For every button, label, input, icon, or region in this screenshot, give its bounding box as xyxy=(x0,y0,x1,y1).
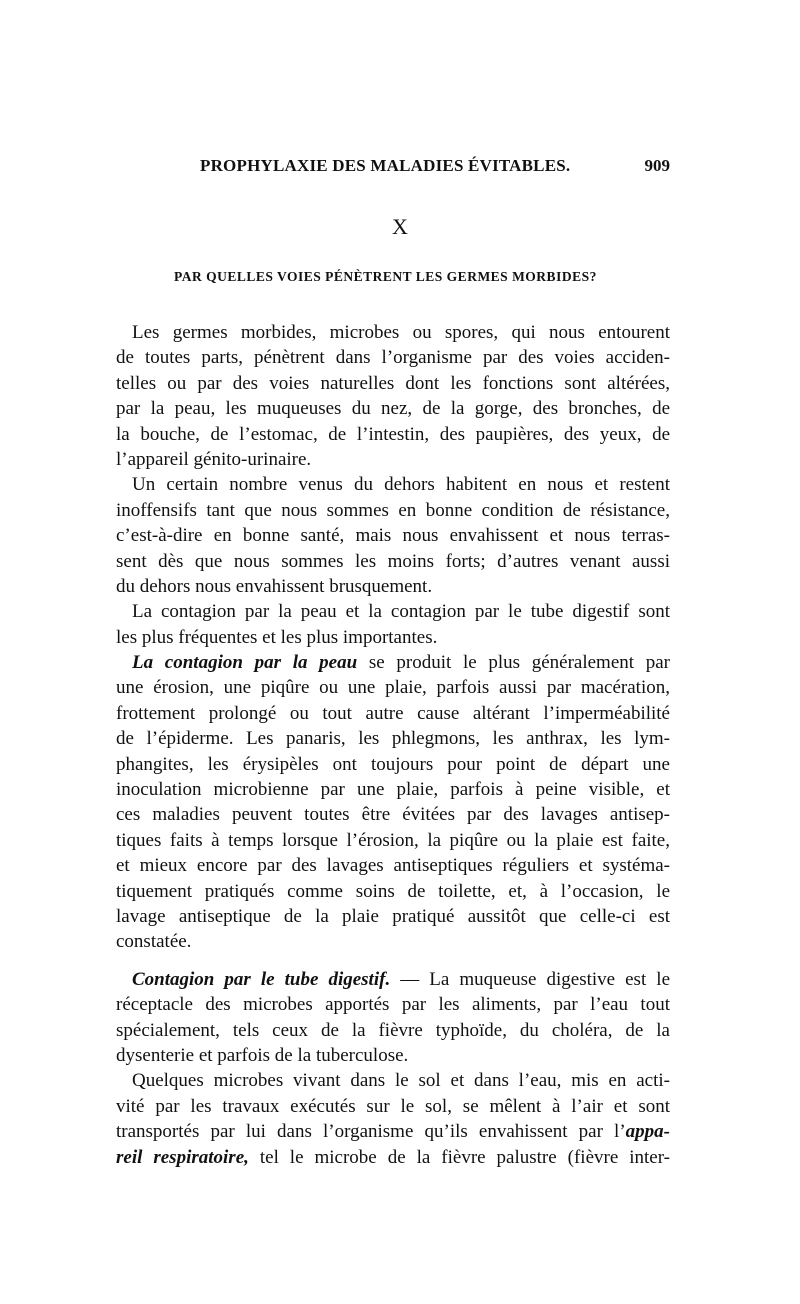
text-line: constatée. xyxy=(116,931,192,953)
lead-rest: — La muqueuse digestive est le xyxy=(390,968,670,990)
text-line: c’est-à-dire en bonne santé, mais nous envahissent et nous terras- xyxy=(116,525,670,547)
text-line: telles ou par des voies naturelles dont les fonctions sont altérées, xyxy=(116,372,670,394)
page-number: 909 xyxy=(644,156,670,175)
section-title: PAR QUELLES VOIES PÉNÈTRENT LES GERMES MORBIDES? xyxy=(174,269,597,284)
text-line: phangites, les érysipèles ont toujours pour point de départ une xyxy=(116,753,670,775)
text-line xyxy=(116,967,670,992)
text-line: réceptacle des microbes apportés par les aliments, par l’eau tout xyxy=(116,994,670,1016)
text-line: inoculation microbienne par une plaie, parfois à peine visible, et xyxy=(116,779,670,801)
text-line: Un certain nombre venus du dehors habitent en nous et restent xyxy=(132,474,670,496)
text-line: La contagion par la peau et la contagion par le tube digestif sont xyxy=(132,601,670,623)
italic-term: appa- xyxy=(625,1121,670,1143)
text-line: la bouche, de l’estomac, de l’intestin, des paupières, des yeux, de xyxy=(116,423,670,445)
paragraph-gap xyxy=(116,955,670,967)
text-line: de toutes parts, pénètrent dans l’organisme par des voies acciden- xyxy=(116,347,670,369)
line-start: transportés par lui dans l’organisme qu’ils envahissent par l’ xyxy=(116,1121,626,1143)
text-line: et mieux encore par des lavages antiseptiques réguliers et systéma- xyxy=(116,855,670,877)
text-line: spécialement, tels ceux de la fièvre typhoïde, du choléra, de la xyxy=(116,1019,670,1041)
text-line: tiques faits à temps lorsque l’érosion, la piqûre ou la plaie est faite, xyxy=(116,829,670,851)
text-line: une érosion, une piqûre ou une plaie, parfois aussi par macération, xyxy=(116,677,670,699)
text-line: Quelques microbes vivant dans le sol et dans l’eau, mis en acti- xyxy=(132,1070,670,1092)
line-rest: tel le microbe de la fièvre palustre (fièvre inter- xyxy=(248,1146,670,1168)
text-line xyxy=(116,1119,670,1144)
text-line: les plus fréquentes et les plus importantes. xyxy=(116,626,438,648)
italic-lead: La contagion par la peau xyxy=(132,652,358,674)
text-line: par la peau, les muqueuses du nez, de la gorge, des bronches, de xyxy=(116,398,670,420)
text-line xyxy=(116,650,670,675)
text-line: sent dès que nous sommes les moins forts; d’autres venant aussi xyxy=(116,550,670,572)
text-line: lavage antiseptique de la plaie pratiqué aussitôt que celle-ci est xyxy=(116,905,670,927)
text-line: Les germes morbides, microbes ou spores, qui nous entourent xyxy=(132,322,670,343)
text-line: ces maladies peuvent toutes être évitées par des lavages antisep- xyxy=(116,804,670,826)
text-line: tiquement pratiqués comme soins de toilette, et, à l’occasion, le xyxy=(116,880,670,902)
italic-lead: Contagion par le tube digestif. xyxy=(132,968,391,990)
text-line: l’appareil génito-urinaire. xyxy=(116,448,312,470)
text-line: inoffensifs tant que nous sommes en bonne condition de résistance, xyxy=(116,499,670,521)
text-line: du dehors nous envahissent brusquement. xyxy=(116,575,433,597)
italic-term: reil respiratoire, xyxy=(116,1146,249,1168)
body-text xyxy=(116,320,670,1170)
text-line: frottement prolongé ou tout autre cause altérant l’imperméabilité xyxy=(116,702,670,724)
text-line: dysenterie et parfois de la tuberculose. xyxy=(116,1044,409,1066)
text-line xyxy=(116,1145,670,1170)
running-title: PROPHYLAXIE DES MALADIES ÉVITABLES. xyxy=(200,156,571,175)
lead-rest: se produit le plus généralement par xyxy=(357,652,670,674)
running-header xyxy=(116,156,670,180)
text-line: vité par les travaux exécutés sur le sol, se mêlent à l’air et sont xyxy=(116,1095,670,1117)
text-line: de l’épiderme. Les panaris, les phlegmons, les anthrax, les lym- xyxy=(116,728,670,750)
section-number: X xyxy=(392,214,408,239)
